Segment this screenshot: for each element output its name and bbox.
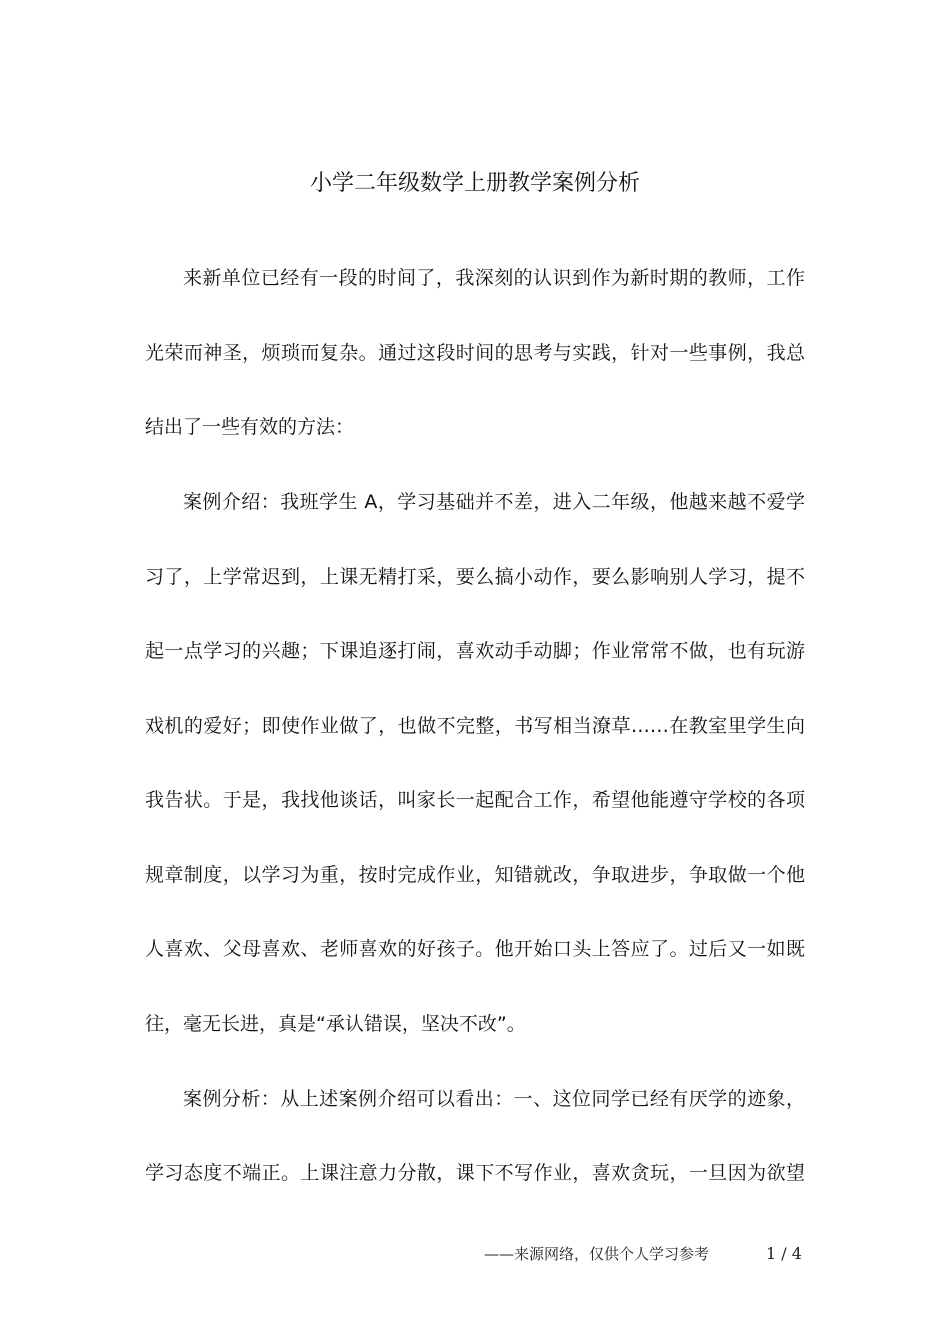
page-number: 1 / 4	[766, 1244, 802, 1263]
paragraph-line: 案例分析：从上述案例介绍可以看出：一、这位同学已经有厌学的迹象，	[183, 1088, 805, 1110]
paragraph-line: 习了，上学常迟到，上课无精打采，要么搞小动作，要么影响别人学习，提不	[145, 566, 805, 588]
paragraph-line: 案例介绍：我班学生 A，学习基础并不差，进入二年级，他越来越不爱学	[183, 491, 805, 513]
paragraph-line: 学习态度不端正。上课注意力分散，课下不写作业，喜欢贪玩，一旦因为欲望	[145, 1162, 805, 1184]
paragraph-line: 人喜欢、父母喜欢、老师喜欢的好孩子。他开始口头上答应了。过后又一如既	[145, 938, 805, 960]
paragraph-line: 来新单位已经有一段的时间了，我深刻的认识到作为新时期的教师，工作	[183, 267, 805, 289]
document-title: 小学二年级数学上册教学案例分析	[309, 171, 640, 196]
paragraph-line: 我告状。于是，我找他谈话，叫家长一起配合工作，希望他能遵守学校的各项	[145, 789, 805, 811]
paragraph-line: 戏机的爱好；即使作业做了，也做不完整，书写相当潦草……在教室里学生向	[145, 715, 805, 737]
paragraph-line: 起一点学习的兴趣；下课追逐打闹，喜欢动手动脚；作业常常不做，也有玩游	[145, 640, 805, 662]
paragraph-line: 规章制度，以学习为重，按时完成作业，知错就改，争取进步，争取做一个他	[145, 864, 805, 886]
paragraph-line: 光荣而神圣，烦琐而复杂。通过这段时间的思考与实践，针对一些事例，我总	[145, 342, 805, 364]
footer-source-note: ——来源网络，仅供个人学习参考	[484, 1245, 710, 1263]
paragraph-line: 往，毫无长进，真是“承认错误，坚决不改”。	[145, 1013, 526, 1035]
paragraph-line: 结出了一些有效的方法：	[145, 416, 355, 438]
